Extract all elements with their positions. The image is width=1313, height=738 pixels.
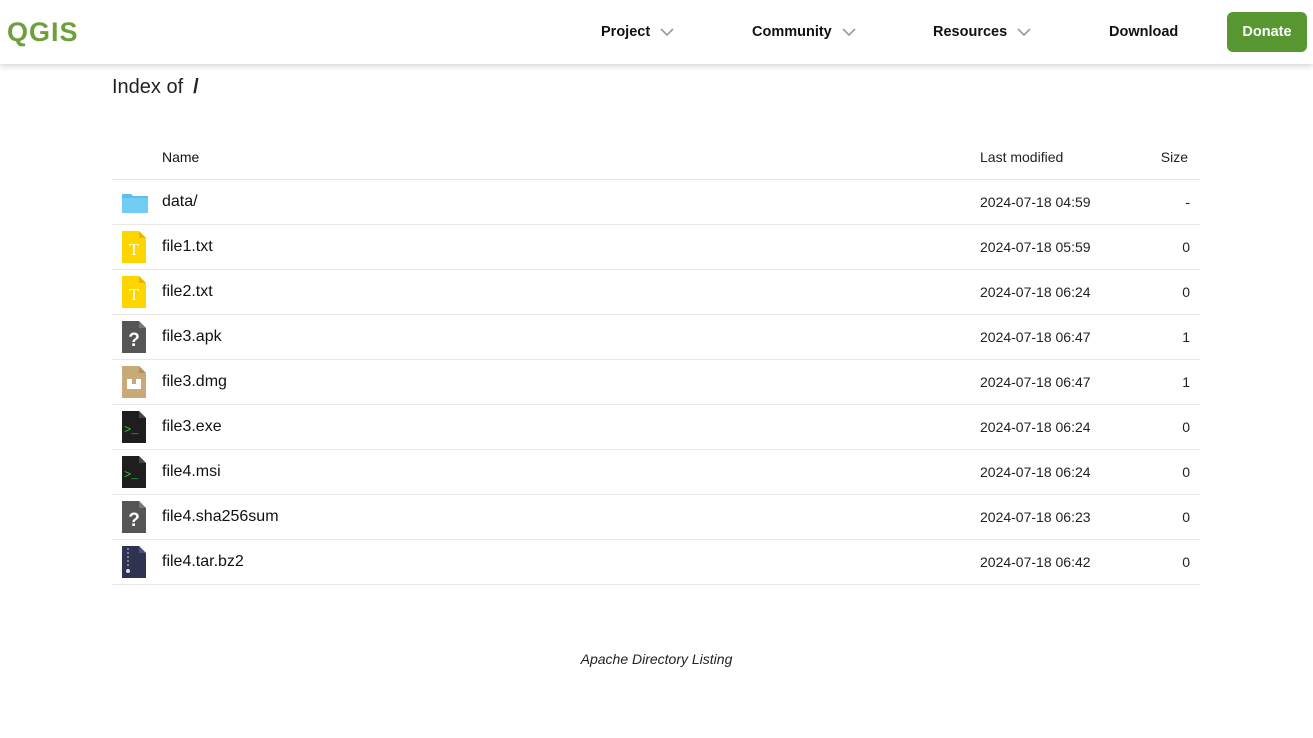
title-path: /: [193, 76, 199, 98]
nav-download[interactable]: [1109, 20, 1178, 44]
nav-label: Community: [752, 24, 832, 40]
directory-listing: [112, 135, 1200, 585]
text-file-icon: [122, 231, 146, 263]
nav-resources[interactable]: [933, 20, 1031, 44]
file-link[interactable]: file4.sha256sum: [162, 508, 279, 525]
modified-cell: 2024-07-18 06:42: [980, 554, 1091, 570]
title-prefix: Index of: [112, 76, 184, 98]
terminal-file-icon: [122, 456, 146, 488]
modified-cell: 2024-07-18 06:24: [980, 419, 1091, 435]
table-row: [112, 180, 1200, 225]
qgis-logo[interactable]: [6, 16, 79, 48]
page-title: [112, 76, 199, 99]
chevron-down-icon: [842, 27, 856, 37]
chevron-down-icon: [660, 27, 674, 37]
unknown-file-icon: [122, 321, 146, 353]
top-navbar: [0, 0, 1313, 64]
size-cell: 0: [1182, 239, 1190, 255]
table-row: [112, 315, 1200, 360]
file-link[interactable]: file1.txt: [162, 238, 213, 255]
donate-button[interactable]: Donate: [1227, 12, 1307, 52]
file-link[interactable]: file3.dmg: [162, 373, 227, 390]
table-row: [112, 360, 1200, 405]
table-row: [112, 270, 1200, 315]
size-cell: 1: [1182, 329, 1190, 345]
table-row: [112, 450, 1200, 495]
folder-icon: [122, 191, 148, 213]
chevron-down-icon: [1017, 27, 1031, 37]
modified-cell: 2024-07-18 06:23: [980, 509, 1091, 525]
file-link[interactable]: file3.exe: [162, 418, 222, 435]
modified-cell: 2024-07-18 06:24: [980, 464, 1091, 480]
nav-label: Resources: [933, 24, 1008, 40]
size-cell: 1: [1182, 374, 1190, 390]
size-cell: 0: [1182, 284, 1190, 300]
nav-community[interactable]: [752, 20, 856, 44]
terminal-file-icon: [122, 411, 146, 443]
size-cell: -: [1185, 194, 1190, 210]
svg-text:>_: >_: [124, 423, 139, 437]
size-cell: 0: [1182, 509, 1190, 525]
file-link[interactable]: file4.tar.bz2: [162, 553, 244, 570]
file-link[interactable]: data/: [162, 193, 198, 210]
file-link[interactable]: file2.txt: [162, 283, 213, 300]
modified-cell: 2024-07-18 06:47: [980, 329, 1091, 345]
file-link[interactable]: file4.msi: [162, 463, 221, 480]
modified-cell: 2024-07-18 05:59: [980, 239, 1091, 255]
modified-cell: 2024-07-18 06:47: [980, 374, 1091, 390]
svg-text:?: ?: [128, 510, 140, 531]
unknown-file-icon: [122, 501, 146, 533]
table-row: [112, 540, 1200, 585]
header-size[interactable]: Size: [1160, 149, 1188, 165]
listing-header: [112, 135, 1200, 180]
file-link[interactable]: file3.apk: [162, 328, 222, 345]
header-name[interactable]: Name: [162, 149, 200, 165]
nav-label: Project: [601, 24, 651, 40]
archive-file-icon: [122, 546, 146, 578]
logo-text: QGIS: [7, 16, 79, 47]
table-row: [112, 405, 1200, 450]
svg-text:T: T: [128, 285, 140, 304]
nav-label: Download: [1109, 24, 1179, 40]
text-file-icon: [122, 276, 146, 308]
svg-text:?: ?: [128, 330, 140, 351]
size-cell: 0: [1182, 419, 1190, 435]
size-cell: 0: [1182, 554, 1190, 570]
table-row: [112, 225, 1200, 270]
modified-cell: 2024-07-18 04:59: [980, 194, 1091, 210]
svg-text:>_: >_: [124, 468, 139, 482]
modified-cell: 2024-07-18 06:24: [980, 284, 1091, 300]
footer-text: Apache Directory Listing: [580, 651, 733, 667]
package-file-icon: [122, 366, 146, 398]
size-cell: 0: [1182, 464, 1190, 480]
nav-project[interactable]: [601, 20, 674, 44]
table-row: [112, 495, 1200, 540]
svg-text:T: T: [128, 240, 140, 259]
header-last-modified[interactable]: Last modified: [980, 149, 1064, 165]
